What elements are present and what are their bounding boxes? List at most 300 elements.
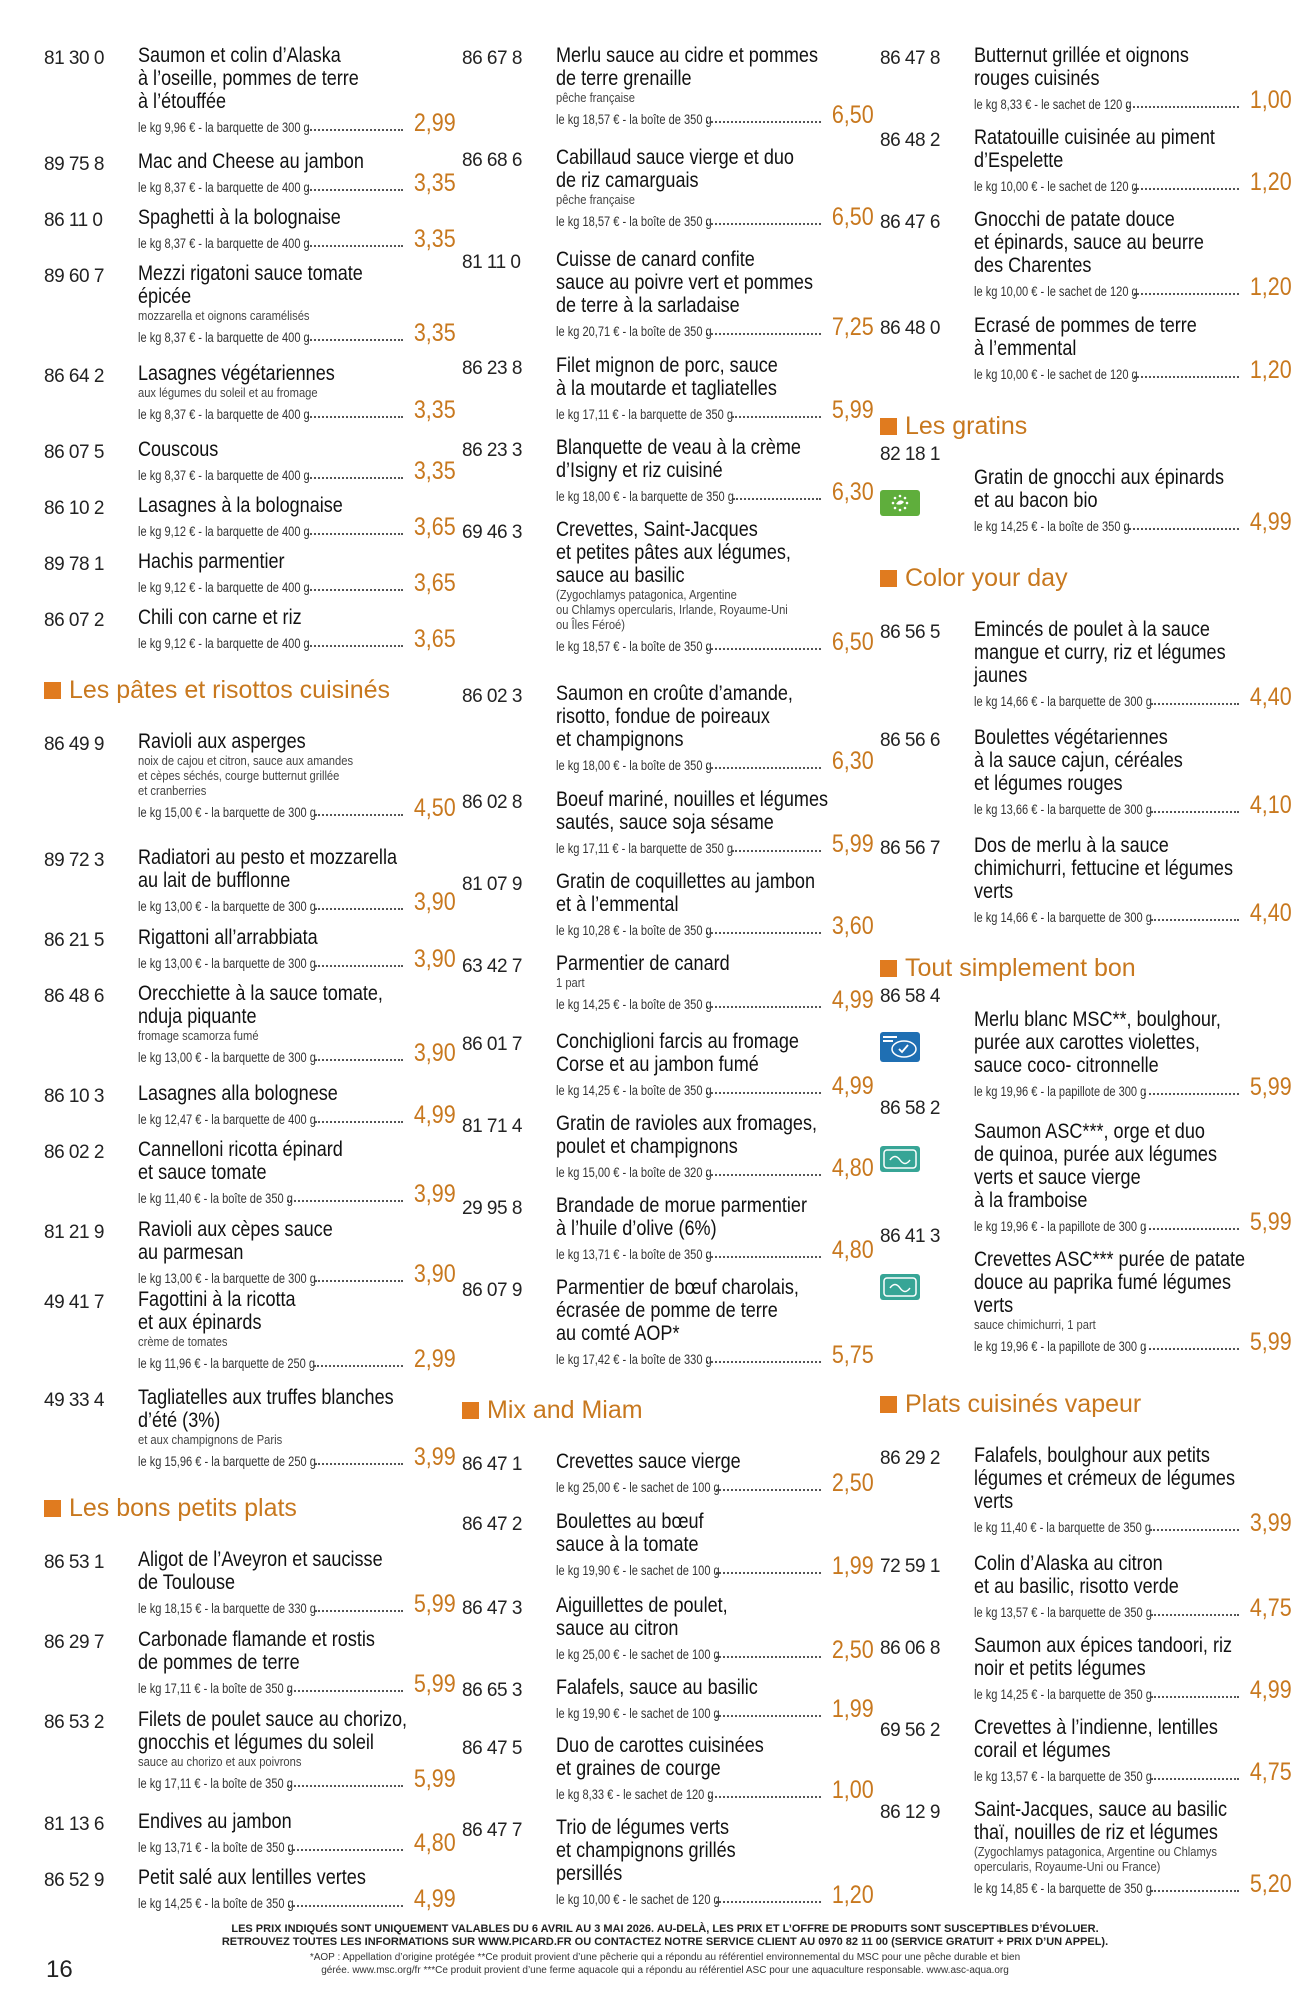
price: 3,35 <box>414 319 456 347</box>
product-details <box>556 436 874 504</box>
leader-dots <box>706 1092 821 1094</box>
price: 5,99 <box>414 1670 456 1698</box>
product-note: et aux champignons de Paris <box>138 1432 283 1447</box>
product-note: crème de tomates <box>138 1334 228 1349</box>
unit-price: le kg 13,00 € - la barquette de 300 g <box>138 956 316 971</box>
unit-price: le kg 8,37 € - la barquette de 400 g <box>138 236 310 251</box>
section-title: Plats cuisinés vapeur <box>905 1390 1142 1418</box>
unit-price: le kg 10,00 € - le sachet de 120 g <box>974 179 1138 194</box>
leader-dots <box>307 339 403 341</box>
price: 5,99 <box>1250 1328 1292 1356</box>
unit-price: le kg 19,96 € - la papillote de 300 g <box>974 1084 1147 1099</box>
product-code: 86 47 7 <box>462 1820 522 1841</box>
leader-dots <box>1151 919 1239 921</box>
price-line <box>974 88 1292 112</box>
product-details <box>138 926 456 971</box>
product-note: pêche française <box>556 192 635 207</box>
product-details <box>138 1218 456 1286</box>
leader-dots <box>716 1901 822 1903</box>
price-line <box>974 1511 1292 1535</box>
product-code: 86 52 9 <box>44 1870 104 1891</box>
product-item <box>880 1716 1290 1784</box>
price: 6,30 <box>832 747 874 775</box>
price: 5,75 <box>832 1341 874 1369</box>
product-details <box>138 1288 456 1371</box>
price: 3,65 <box>414 625 456 653</box>
price: 2,50 <box>832 1469 874 1497</box>
leader-dots <box>307 645 403 647</box>
product-code: 86 29 7 <box>44 1632 104 1653</box>
product-code: 86 53 1 <box>44 1552 104 1573</box>
product-name: Boeuf mariné, nouilles et légumes sautés, sauce soja sésame <box>556 788 829 834</box>
unit-price: le kg 14,66 € - la barquette de 300 g <box>974 910 1152 925</box>
unit-price: le kg 17,11 € - la barquette de 350 g <box>556 841 734 856</box>
product-item <box>462 682 872 773</box>
page-number: 16 <box>46 1956 73 1983</box>
product-name: Gratin de ravioles aux fromages, poulet et champignons <box>556 1112 817 1158</box>
price-line <box>556 398 874 422</box>
leader-dots <box>315 908 403 910</box>
price: 3,35 <box>414 457 456 485</box>
unit-price: le kg 25,00 € - le sachet de 100 g <box>556 1480 720 1495</box>
section-square-icon <box>880 960 897 977</box>
product-details <box>138 846 456 914</box>
product-item <box>880 1552 1290 1620</box>
price: 4,99 <box>832 986 874 1014</box>
unit-price: le kg 8,33 € - le sachet de 120 g <box>556 1787 714 1802</box>
product-item <box>462 1816 872 1907</box>
leader-dots <box>1134 293 1240 295</box>
price-line <box>974 685 1292 709</box>
product-details <box>138 1548 456 1616</box>
leader-dots <box>716 1489 822 1491</box>
product-name: Rigattoni all’arrabbiata <box>138 926 318 949</box>
product-item <box>44 606 454 651</box>
product-details <box>556 1112 874 1180</box>
price: 1,99 <box>832 1695 874 1723</box>
product-name: Crevettes ASC*** purée de patate douce au paprika fumé légumes verts <box>974 1248 1246 1317</box>
product-name: Couscous <box>138 438 219 461</box>
unit-price: le kg 17,42 € - la boîte de 330 g <box>556 1352 712 1367</box>
leader-dots <box>315 1280 403 1282</box>
unit-price: le kg 15,00 € - la barquette de 300 g <box>138 805 316 820</box>
product-details <box>138 44 456 135</box>
leader-dots <box>716 1572 822 1574</box>
product-name: Butternut grillée et oignons rouges cuisinés <box>974 44 1189 90</box>
price: 4,80 <box>832 1236 874 1264</box>
unit-price: le kg 8,37 € - la barquette de 400 g <box>138 330 310 345</box>
product-item <box>462 44 872 127</box>
product-details <box>556 1676 874 1721</box>
product-details <box>974 1634 1292 1702</box>
product-code: 86 01 7 <box>462 1034 522 1055</box>
unit-price: le kg 13,00 € - la barquette de 300 g <box>138 1271 316 1286</box>
leader-dots <box>287 1785 403 1787</box>
product-item <box>44 1810 454 1855</box>
product-note: mozzarella et oignons caramélisés <box>138 308 310 323</box>
product-code: 86 58 2 <box>880 1098 940 1119</box>
price: 6,30 <box>832 478 874 506</box>
leader-dots <box>287 1200 403 1202</box>
product-item <box>44 44 454 135</box>
price-line <box>138 1347 456 1371</box>
product-note: 1 part <box>556 975 585 990</box>
msc-logo-icon <box>880 1032 920 1062</box>
price: 4,99 <box>1250 508 1292 536</box>
leader-dots <box>1151 1778 1239 1780</box>
product-code: 86 07 9 <box>462 1280 522 1301</box>
price-line <box>974 901 1292 925</box>
leader-dots <box>733 498 821 500</box>
price: 4,80 <box>414 1829 456 1857</box>
product-code: 89 60 7 <box>44 266 104 287</box>
leader-dots <box>288 1905 403 1907</box>
unit-price: le kg 10,28 € - la boîte de 350 g <box>556 923 712 938</box>
product-code: 86 65 3 <box>462 1680 522 1701</box>
price: 5,20 <box>1250 1870 1292 1898</box>
asc-logo-icon <box>880 1146 920 1172</box>
price-line <box>556 1471 874 1495</box>
unit-price: le kg 17,11 € - la boîte de 350 g <box>138 1681 293 1696</box>
product-code: 82 18 1 <box>880 444 940 465</box>
price-line <box>974 1596 1292 1620</box>
product-name: Petit salé aux lentilles vertes <box>138 1866 366 1889</box>
product-details <box>556 518 874 654</box>
product-name: Carbonade flamande et rostis de pommes de terre <box>138 1628 375 1674</box>
product-details <box>556 1734 874 1802</box>
product-code: 89 72 3 <box>44 850 104 871</box>
leader-dots <box>706 333 821 335</box>
product-details <box>138 362 456 422</box>
product-details <box>138 1082 456 1127</box>
product-details <box>138 1138 456 1206</box>
product-details <box>974 126 1292 194</box>
price: 6,50 <box>832 628 874 656</box>
leader-dots <box>314 1365 403 1367</box>
product-code: 81 71 4 <box>462 1116 522 1137</box>
unit-price: le kg 17,11 € - la boîte de 350 g <box>138 1776 293 1791</box>
unit-price: le kg 9,12 € - la barquette de 400 g <box>138 636 310 651</box>
price-line <box>556 480 874 504</box>
product-note: (Zygochlamys patagonica, Argentine ou Chlamys opercularis, Irlande, Royaume-Uni ou Îles Féroé) <box>556 587 788 632</box>
unit-price: le kg 18,57 € - la boîte de 350 g <box>556 214 712 229</box>
leader-dots <box>307 189 403 191</box>
product-details <box>138 1628 456 1696</box>
price-line <box>138 1041 456 1065</box>
product-code: 81 13 6 <box>44 1814 104 1835</box>
price: 5,99 <box>414 1765 456 1793</box>
product-item <box>462 1676 872 1721</box>
section-title: Les gratins <box>905 412 1028 440</box>
product-code: 72 59 1 <box>880 1556 940 1577</box>
validity-line: LES PRIX INDIQUÉS SONT UNIQUEMENT VALABLES DU 6 AVRIL AU 3 MAI 2026. AU-DELÀ, LES PRIX ET L’OFFRE DE PRODUITS SONT SUSCEPTIBLES D’ÉVOLUER. <box>231 1923 1099 1935</box>
product-item <box>880 1634 1290 1702</box>
unit-price: le kg 19,96 € - la papillote de 300 g <box>974 1339 1147 1354</box>
product-item <box>880 1444 1290 1535</box>
price: 3,35 <box>414 225 456 253</box>
price: 5,99 <box>1250 1073 1292 1101</box>
leader-dots <box>716 1715 822 1717</box>
price: 6,50 <box>832 203 874 231</box>
product-item <box>462 354 872 422</box>
product-name: Merlu sauce au cidre et pommes de terre grenaille <box>556 44 818 90</box>
product-item <box>44 1866 454 1911</box>
leader-dots <box>1124 528 1239 530</box>
section-heading <box>880 412 1027 441</box>
product-name: Tagliatelles aux truffes blanches d’été (3%) <box>138 1386 394 1432</box>
price: 1,20 <box>832 1881 874 1909</box>
product-item <box>462 248 872 339</box>
price: 3,99 <box>1250 1509 1292 1537</box>
product-item <box>880 1226 1292 1356</box>
product-code: 89 78 1 <box>44 554 104 575</box>
price-line <box>138 1831 456 1855</box>
price-line <box>138 1445 456 1469</box>
unit-price: le kg 12,47 € - la barquette de 400 g <box>138 1112 316 1127</box>
price-line <box>138 571 456 595</box>
leader-dots <box>732 850 821 852</box>
leader-dots <box>307 533 403 535</box>
unit-price: le kg 19,90 € - le sachet de 100 g <box>556 1563 720 1578</box>
price: 1,20 <box>1250 168 1292 196</box>
product-details <box>556 1816 874 1907</box>
leader-dots <box>706 223 821 225</box>
unit-price: le kg 13,71 € - la boîte de 350 g <box>556 1247 712 1262</box>
unit-price: le kg 13,71 € - la boîte de 350 g <box>138 1840 294 1855</box>
unit-price: le kg 19,96 € - la papillote de 300 g <box>974 1219 1147 1234</box>
product-details <box>556 1510 874 1578</box>
unit-price: le kg 14,25 € - la boîte de 350 g <box>974 519 1130 534</box>
unit-price: le kg 19,90 € - le sachet de 100 g <box>556 1706 720 1721</box>
product-item <box>44 846 454 914</box>
product-details <box>974 1120 1292 1234</box>
section-square-icon <box>880 570 897 587</box>
unit-price: le kg 8,37 € - la barquette de 400 g <box>138 407 310 422</box>
price-line <box>138 627 456 651</box>
unit-price: le kg 13,57 € - la barquette de 350 g <box>974 1769 1152 1784</box>
product-name: Emincés de poulet à la sauce mangue et curry, riz et légumes jaunes <box>974 618 1226 687</box>
section-heading <box>880 564 1068 593</box>
price: 3,90 <box>414 1260 456 1288</box>
section-heading <box>880 954 1136 983</box>
unit-price: le kg 14,66 € - la barquette de 300 g <box>974 694 1152 709</box>
product-details <box>556 248 874 339</box>
contact-line: RETROUVEZ TOUTES LES INFORMATIONS SUR WWW.PICARD.FR OU CONTACTEZ NOTRE SERVICE CLIENT AU 0970 82 11 00 (SERVICE GRATUIT + PRIX D’UN APPEL). <box>221 1936 1109 1948</box>
footnotes <box>150 1951 1180 1977</box>
product-item <box>44 1288 454 1371</box>
unit-price: le kg 8,37 € - la barquette de 400 g <box>138 180 310 195</box>
section-square-icon <box>880 1396 897 1413</box>
price-line <box>556 1343 874 1367</box>
unit-price: le kg 18,00 € - la barquette de 350 g <box>556 489 734 504</box>
section-square-icon <box>880 418 897 435</box>
product-name: Mac and Cheese au jambon <box>138 150 364 173</box>
leader-dots <box>706 121 821 123</box>
product-item <box>462 1594 872 1662</box>
leader-dots <box>315 1059 403 1061</box>
unit-price: le kg 14,85 € - la barquette de 350 g <box>974 1881 1152 1896</box>
price-line <box>556 103 874 127</box>
leader-dots <box>706 1256 821 1258</box>
price-line <box>974 1872 1292 1896</box>
product-code: 69 56 2 <box>880 1720 940 1741</box>
price-line <box>556 1074 874 1098</box>
price-line <box>974 1210 1292 1234</box>
product-name: Aiguillettes de poulet, sauce au citron <box>556 1594 728 1640</box>
price-line <box>556 1554 874 1578</box>
footnote-line: gérée. www.msc.org/fr ***Ce produit provient d’une ferme aquacole qui a répondu au référentiel ASC pour une aquaculture responsable. www.asc-aqua.org <box>321 1965 1009 1976</box>
product-name: Blanquette de veau à la crème d’Isigny et riz cuisiné <box>556 436 801 482</box>
product-code: 86 07 5 <box>44 442 104 463</box>
product-name: Lasagnes à la bolognaise <box>138 494 343 517</box>
unit-price: le kg 18,00 € - la boîte de 350 g <box>556 758 712 773</box>
product-code: 86 53 2 <box>44 1712 104 1733</box>
unit-price: le kg 13,57 € - la barquette de 350 g <box>974 1605 1152 1620</box>
product-item <box>44 362 454 422</box>
product-item <box>880 126 1290 194</box>
leader-dots <box>706 1361 821 1363</box>
product-code: 86 02 2 <box>44 1142 104 1163</box>
validity-notice <box>150 1923 1180 1949</box>
product-item <box>462 1030 872 1098</box>
product-code: 86 23 3 <box>462 440 522 461</box>
product-code: 86 48 2 <box>880 130 940 151</box>
price: 1,20 <box>1250 356 1292 384</box>
product-item <box>44 982 454 1065</box>
price: 4,75 <box>1250 1594 1292 1622</box>
unit-price: le kg 10,00 € - le sachet de 120 g <box>974 367 1138 382</box>
product-code: 86 47 8 <box>880 48 940 69</box>
product-name: Lasagnes alla bolognese <box>138 1082 338 1105</box>
unit-price: le kg 18,15 € - la barquette de 330 g <box>138 1601 316 1616</box>
product-item <box>880 1798 1290 1896</box>
price-line <box>138 890 456 914</box>
product-code: 49 33 4 <box>44 1390 104 1411</box>
price-line <box>974 358 1292 382</box>
product-code: 86 10 2 <box>44 498 104 519</box>
product-details <box>138 982 456 1065</box>
product-item <box>44 150 454 195</box>
product-item <box>462 518 872 654</box>
leader-dots <box>1150 1529 1239 1531</box>
unit-price: le kg 18,57 € - la boîte de 350 g <box>556 112 712 127</box>
price: 7,25 <box>832 313 874 341</box>
product-item <box>880 314 1290 382</box>
product-code: 86 49 9 <box>44 734 104 755</box>
product-name: Lasagnes végétariennes <box>138 362 335 385</box>
product-item <box>880 986 1292 1101</box>
product-item <box>462 1450 872 1495</box>
leader-dots <box>706 1174 821 1176</box>
product-note: sauce chimichurri, 1 part <box>974 1317 1096 1332</box>
leader-dots <box>706 1006 821 1008</box>
price-line <box>556 1238 874 1262</box>
price-line <box>138 398 456 422</box>
product-code: 86 06 8 <box>880 1638 940 1659</box>
product-details <box>556 682 874 773</box>
product-name: Trio de légumes verts et champignons grillés persillés <box>556 1816 736 1885</box>
product-item <box>44 1628 454 1696</box>
product-details <box>138 1386 456 1469</box>
product-name: Crevettes sauce vierge <box>556 1450 741 1473</box>
price-line <box>556 1697 874 1721</box>
product-name: Chili con carne et riz <box>138 606 302 629</box>
price: 4,10 <box>1250 791 1292 819</box>
product-item <box>880 726 1290 817</box>
product-item <box>880 208 1290 299</box>
product-code: 86 21 5 <box>44 930 104 951</box>
price-line <box>138 1767 456 1791</box>
price: 3,65 <box>414 569 456 597</box>
product-name: Crevettes, Saint-Jacques et petites pâtes aux légumes, sauce au basilic <box>556 518 791 587</box>
product-code: 86 56 6 <box>880 730 940 751</box>
product-name: Ravioli aux asperges <box>138 730 306 753</box>
leader-dots <box>315 1463 403 1465</box>
eu-organic-logo-icon <box>880 490 920 516</box>
price-line <box>138 1103 456 1127</box>
product-code: 86 68 6 <box>462 150 522 171</box>
product-details <box>556 1276 874 1367</box>
product-details <box>974 726 1292 817</box>
price-line <box>556 315 874 339</box>
unit-price: le kg 14,25 € - la boîte de 350 g <box>556 1083 712 1098</box>
product-item <box>44 262 454 345</box>
product-name: Ratatouille cuisinée au piment d’Espelette <box>974 126 1215 172</box>
leader-dots <box>732 416 821 418</box>
product-details <box>138 438 456 483</box>
product-details <box>974 208 1292 299</box>
price-line <box>556 1156 874 1180</box>
product-code: 86 11 0 <box>44 210 103 231</box>
product-details <box>974 466 1292 534</box>
price-line <box>556 914 874 938</box>
product-code: 86 02 3 <box>462 686 522 707</box>
product-code: 49 41 7 <box>44 1292 104 1313</box>
section-heading <box>462 1396 643 1425</box>
product-name: Colin d’Alaska au citron et au basilic, risotto verde <box>974 1552 1179 1598</box>
price-line <box>138 947 456 971</box>
product-code: 81 30 0 <box>44 48 104 69</box>
price-line <box>556 988 874 1012</box>
section-title: Tout simplement bon <box>905 954 1136 982</box>
unit-price: le kg 13,00 € - la barquette de 300 g <box>138 899 316 914</box>
price: 4,75 <box>1250 1758 1292 1786</box>
leader-dots <box>315 814 403 816</box>
product-item <box>462 870 872 938</box>
product-item <box>44 1386 454 1469</box>
price: 4,40 <box>1250 899 1292 927</box>
product-item <box>44 206 454 251</box>
leader-dots <box>1151 703 1239 705</box>
leader-dots <box>1126 106 1239 108</box>
product-item <box>462 788 872 856</box>
price: 3,99 <box>414 1443 456 1471</box>
price: 4,99 <box>414 1101 456 1129</box>
product-code: 86 56 5 <box>880 622 940 643</box>
price-line <box>974 1075 1292 1099</box>
price-line <box>138 796 456 820</box>
price-line <box>138 227 456 251</box>
section-square-icon <box>44 682 61 699</box>
product-item <box>462 1194 872 1262</box>
product-item <box>44 1138 454 1206</box>
product-name: Gratin de coquillettes au jambon et à l’emmental <box>556 870 816 916</box>
price: 5,99 <box>1250 1208 1292 1236</box>
unit-price: le kg 14,25 € - la barquette de 350 g <box>974 1687 1152 1702</box>
product-details <box>138 730 456 820</box>
unit-price: le kg 25,00 € - le sachet de 100 g <box>556 1647 720 1662</box>
product-details <box>138 494 456 539</box>
